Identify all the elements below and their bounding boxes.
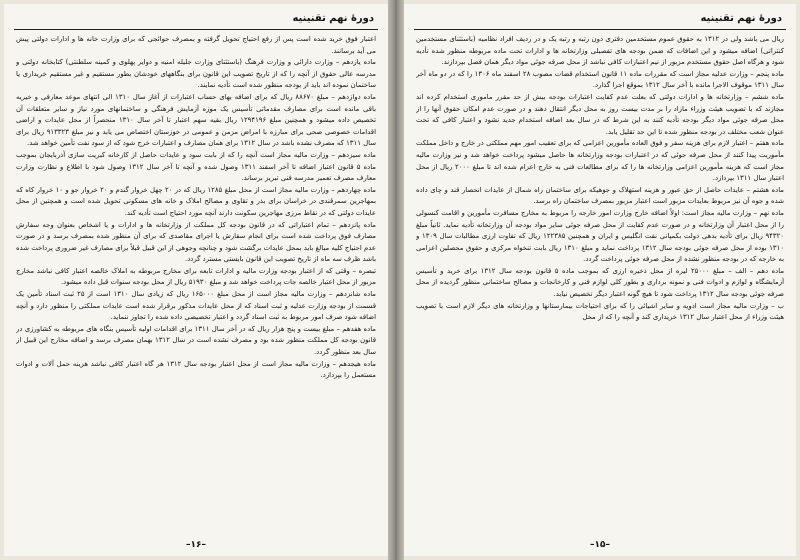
book-gutter	[388, 0, 404, 560]
left-header-rule	[14, 29, 378, 30]
left-paragraph: ماده دوازدهم – مبلغ ۸۸۶۷۰ ریال که برای اضافه بهای حساب اعتبارات از آغاز سال ۱۳۱۰ الی انتهای موعد معارفی و خیریه باقی مانده است برای مصارف مقدماتی تأسیس یک موزه آزمایش فرهنگی و ساختمانهای مورد نیاز و سایر متعلقات آن تخصیص داده میشود و همچنین مبلغ ۱۲۹۴۱۹۶ ریال بقیه سهم اعتبار تا آخر سال ۱۳۱۰ منحصراً از محل عایدات و اراضی اقدامات خصوصی صحی برای مبارزه با امراض مزمن و عمومی در خوزستان اختصاص می یابد و نیز مبلغ ۹۱۳۳۲۳ ریال برای سال ۱۳۱۱ که مصرف نشده باشد در سال ۱۳۱۲ برای همان مصارف و اعتبارات خرج شود که از سود نفت تأمین خواهد شد.	[16, 92, 376, 148]
left-paragraph: ماده سیزدهم – وزارت مالیه مجاز است آنچه را که از بابت سود و عایدات حاصل از کارخانه کبریت سازی آذربایجان بموجب ماده ۵ قانون اعتبار اضافه تا آخر اسفند ۱۳۱۱ وصول شده و آنچه تا آخر سال ۱۳۱۲ وصول شود با اطلاع و نظارت وزارت معارف مصرف تعمیر مدرسه فنی تبریز برساند.	[16, 150, 376, 183]
left-page	[4, 4, 388, 556]
right-paragraph: ب – وزارت مالیه مجاز است ادویه و سایر اشیائی را که برای احتیاجات بیمارستانها و وزارتخانه های دیگر لازم است با تصویب هیئت وزراء از محل اعتبار سال ۱۳۱۲ خریداری کند و آنچه را که از محل	[416, 301, 784, 322]
right-paragraph: ماده هشتم – عایدات حاصل از حق عبور و هزینه استهلاک و جوهیکه برای ساختمان راه شمال از عایدات انحصار قند و چای داده شده و جوه آن نیز مربوط بعایدات مزبور است اعتبار مزبور بمصرف ساختمان راه برسد.	[416, 185, 784, 206]
right-page-number: –۱۵–	[590, 540, 610, 550]
left-paragraph: تبصره – وقتی که از اعتبار بودجه وزارت مالیه و ادارات تابعه برای مخارج مربوطه به املاک خالصه اعتبار کافی نباشد مخارج مزبور از محل اعتبار خالصه جات پرداخت خواهد شد و مبلغ ۵۱۹۳۰ ریال از محل بودجه سنوات قبل داده میشود.	[16, 266, 376, 287]
right-paragraph: ماده نهم – وزارت مالیه مجاز است: اولاً اضافه خارج وزارت امور خارجه را مربوط به مخارج مسافرت مأمورین و اقامت کنسولی را از محل اعتبار آن وزارتخانه و در صورت عدم کفایت از محل صرفه جوئی سایر مواد بودجه آن وزارتخانه تأدیه نماید. ثانیاً مبلغ ۹۴۳۲۰ ریال برای تأدیه بدهی دولت بکمپانی نفت انگلیس و ایران و همچنین ۱۲۲۳۸۵ ریال که تفاوت ارزی مطالبات سال ۱۳۰۹ و ۱۳۱۰ بوده از محل صرفه جوئی بودجه سال ۱۳۱۲ پرداخت نماید و مبلغ ۱۳۱۰ ریال بابت تنخواه مرکزی و حقوق محصلین اعزامی به خارجه که در بودجه منظور نشده از محل صرفه جوئی پرداخت گردد.	[416, 208, 784, 264]
left-paragraph: اعتبار فوق خرید شده است پس از رفع احتیاج تحویل گرفته و بمصرف حوائجی که برای وزارت خانه ها و ادارات دولتی پیش می آید برسانند.	[16, 35, 376, 55]
left-paragraph: ماده هفدهم – مبلغ بیست و پنج هزار ریال که در آخر سال ۱۳۱۱ برای اقدامات اولیه تأسیس بنگاه های مربوطه به کشاورزی در قانون بودجه کل مملکت منظور شده بود و مصرف نشده است در سال ۱۳۱۲ بهمان مصرف برسد و اضافه مخارج این قبیل از سال بعد منظور گردد.	[16, 324, 376, 357]
right-paragraph: ماده هفتم – اعتبار لازم برای هزینه سفر و فوق العاده مأمورین اعزامی که برای تعقیب امور مهم مملکتی در خارج و داخل مملکت مأموریت پیدا کنند از محل صرفه جوئی که در اعتبارات بودجه وزارتخانه ها حاصل میشود پرداخت خواهد شد و نیز وزارت مالیه مجاز است که هزینه مأمورین اعزامی وزارتخانه ها را که برای مطالعات فنی به خارج اعزام شده اند تا مبلغ ۲۰۰۰ ریال از محل اعتبار سال ۱۳۱۱ بپردازد.	[416, 139, 784, 183]
right-paragraph: ریال می باشد ولی در ۱۳۱۲ به حقوق عموم مستخدمین دفتری دون رتبه و رتبه یک و در ردیف افراد نظامیه (باستثنای مستخدمین کنتراتی) اضافه میشود و این اضافات که ضمن بودجه های تفصیلی وزارتخانه ها و ادارات تحت ماده مربوطه منظور شده تأدیه شود و هرگاه اصل حقوق مستخدم مزبور از نیم اعتبارات کافی نباشد از محل صرفه جوئی مواد دیگر همان فصل بپردازند.	[416, 35, 784, 67]
left-page-number: –۱۶–	[186, 540, 206, 550]
right-paragraph: ماده پنجم – وزارت عدلیه مجاز است که مقررات ماده ۱۱ قانون استخدام قضات مصوب ۲۸ اسفند ماه ۱۳۰۶ را که در دو ماه آخر سال ۱۳۱۱ موقوف الاجرا مانده با آخر سال ۱۳۱۲ بموقع اجرا گذارد.	[416, 69, 784, 90]
right-header-rule	[414, 29, 786, 30]
right-page-body	[416, 34, 784, 530]
right-page-header	[404, 10, 796, 30]
right-paragraph: ماده دهم – الف – مبلغ ۲۵۰۰۰ لیره از محل ذخیره ارزی که بموجب ماده ۵ قانون بودجه سال ۱۳۱۲ برای خرید و تأسیس آزمایشگاه و لوازم و ادوات فنی و نمونه برداری و بطور کلی لوازم فنی و کارخانجات و مصالح ساختمانی منظور گردیده از محل صرفه جوئی بودجه سال ۱۳۱۲ پرداخت شود تا هیچ گونه اعتبار دیگر تخصیص نیابد.	[416, 266, 784, 299]
left-paragraph: ماده پانزدهم – تمام اعتباراتی که در قانون بودجه کل مملکت از وزارتخانه ها و ادارات و یا اشخاص بعنوان وجه سفارش مصارف فوق پرداخت شده است برای انجام سفارش یا اجرای مقاصدی که برای آن منظور شده بمصرف برسد و در صورت عدم احتیاج کلیه مبالغ باید بمحل عایدات برگشت شود و چنانچه وجوهی از این قبیل قبلاً برای مصارف غیر ضروری پرداخت شده باشد ظرف سه ماه از تاریخ تصویب این قانون بایستی مسترد گردد.	[16, 220, 376, 264]
left-page-header	[4, 10, 388, 30]
left-page-body	[16, 34, 376, 530]
left-paragraph: ماده هیجدهم – وزارت مالیه مجاز است از محل اعتبار بودجه سال ۱۳۱۲ هر گاه اعتبار کافی نباشد هزینه حمل آلات و ادوات مستعمل را بپردازد.	[16, 359, 376, 380]
left-paragraph: ماده شانزدهم – وزارت مالیه مجاز است از محل مبلغ ۱۶۵۰۰۰ ریال که زیادی سال ۱۳۱۰ است از ۲۵ ثبت اسناد تأمین یک قسمت از بودجه وزارت عدلیه و ثبت اسناد که از محل عایدات مذکور برقرار شده است عایدات مملکتی را منظور دارد و آنچه اضافه شود صرف امور مربوط به ثبت اسناد گردد و اعتبار تخصیصی داده شده را تجاوز ننماید.	[16, 290, 376, 322]
left-page-header-title: دورهٔ نهم تقنینیه	[292, 13, 374, 24]
left-paragraph: ماده چهاردهم – وزارت مالیه مجاز است از محل مبلغ ۱۲۸۵ ریال که در ۲۰ چهل خروار گندم و ۲۰ خروار جو و ۱۰ خروار کاه که بمهاجرین سمرقندی در خراسان برای بذر و تقاوی و مصالح املاک و خانه های مسکونی تحویل شده است و همچنین از محل عایدات دولتی که در نقاط مرزی مهاجرین سکونت دارند آنچه مورد احتیاج است تأدیه کند.	[16, 185, 376, 217]
right-page-header-title: دورهٔ نهم تقنینیه	[700, 13, 782, 24]
right-paragraph: ماده ششم – وزارتخانه ها و ادارات دولتی که بعلت عدم کفایت اعتبارات بودجه بیش از حد مقرر ماموری استخدام کرده اند مجازند که با تصویب هیئت وزراء مازاد را بر مدت بیست روز به محل دیگر انتقال دهند و در صورت عدم امکان حقوق آنها را از محل صرفه جوئی مواد دیگر بودجه تأدیه کنند به این شرط که در سال بعد اضافه استخدام جدید نشود و اعتبار کافی که تحت عنوان شعب مختلف در بودجه منظور شده تا این حد تقلیل یابد.	[416, 92, 784, 136]
right-page	[404, 4, 796, 556]
left-paragraph: ماده یازدهم – وزارت دارائی و وزارت فرهنگ (باستثنای وزارت جلیله امنیه و دوایر پهلوی و کمینه سلطنتی) کتابخانه دولتی و مدرسه عالی حقوق از آنچه را که از تاریخ تصویب این قانون برای بنگاههای خودشان بطور مستقیم و غیر مستقیم خریداری یا ساختمان نموده اند باید از بودجه منظور شده است تأدیه نمایند.	[16, 58, 376, 90]
